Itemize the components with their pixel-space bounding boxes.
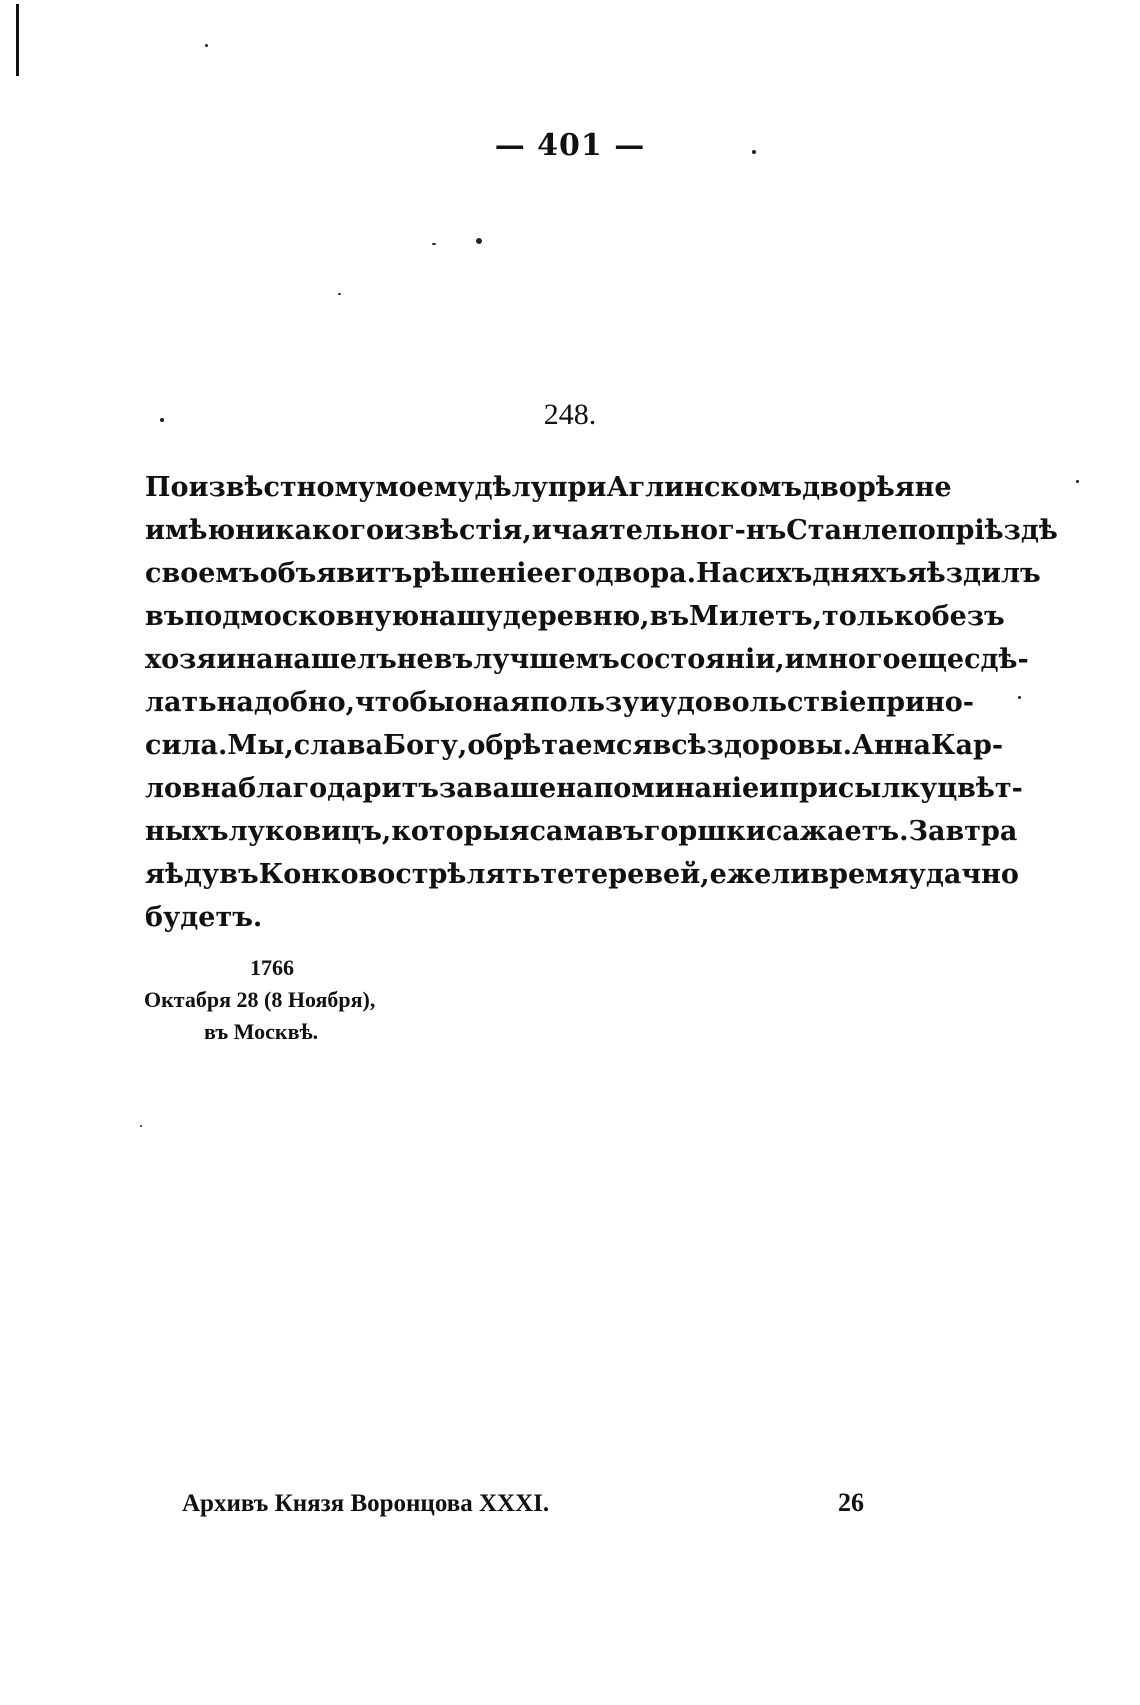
word: безъ bbox=[931, 601, 1005, 632]
word: и bbox=[639, 687, 660, 718]
archive-source-footer: Архивъ Князя Воронцова XXXI. bbox=[182, 1490, 550, 1517]
letter-line bbox=[145, 810, 1018, 853]
word: сажаетъ. bbox=[765, 816, 909, 847]
word: Милетъ, bbox=[689, 601, 823, 632]
letter-line bbox=[145, 724, 1004, 767]
word: еще bbox=[900, 644, 965, 675]
word: тетеревей, bbox=[540, 859, 710, 890]
word: не bbox=[396, 644, 434, 675]
word: ѣздилъ bbox=[926, 558, 1041, 589]
word: сдѣ- bbox=[964, 644, 1029, 675]
word: своемъ bbox=[145, 558, 260, 589]
word: оная bbox=[454, 687, 530, 718]
word: имѣю bbox=[145, 515, 236, 546]
signature-mark: 26 bbox=[838, 1488, 864, 1517]
word: въ bbox=[219, 859, 259, 890]
word: Станле bbox=[786, 515, 898, 546]
word: никакого bbox=[235, 515, 384, 546]
letter-line bbox=[145, 638, 1029, 681]
letter-line bbox=[145, 466, 952, 509]
letter-line bbox=[145, 681, 974, 724]
word: Завтра bbox=[908, 816, 1018, 847]
scan-speck bbox=[476, 238, 482, 244]
letter-line bbox=[145, 767, 1023, 810]
word: извѣстія, bbox=[384, 515, 532, 546]
word: Анна bbox=[851, 730, 931, 761]
word: сама bbox=[529, 816, 605, 847]
letter-line bbox=[145, 509, 1058, 552]
word: не bbox=[914, 472, 952, 503]
word: слава bbox=[293, 730, 383, 761]
word: удовольствіе bbox=[659, 687, 867, 718]
word: которыя bbox=[391, 816, 530, 847]
word: объявитъ bbox=[259, 558, 413, 589]
word: въ bbox=[649, 601, 690, 632]
word: деревню, bbox=[502, 601, 650, 632]
word: луковицъ, bbox=[228, 816, 392, 847]
word: сихъ bbox=[739, 558, 813, 589]
word: Мы, bbox=[227, 730, 294, 761]
word: ныхъ bbox=[145, 816, 229, 847]
word: за bbox=[439, 773, 474, 804]
word: и bbox=[784, 644, 805, 675]
letter-line bbox=[145, 595, 1005, 638]
word: я bbox=[145, 859, 165, 890]
word: присылку bbox=[779, 773, 938, 804]
word: я bbox=[906, 558, 927, 589]
dateline-year: 1766 bbox=[250, 955, 294, 980]
word: чтобы bbox=[355, 687, 455, 718]
word: горшки bbox=[643, 816, 766, 847]
letter-line bbox=[145, 853, 1019, 896]
word: ловна bbox=[145, 773, 239, 804]
word: состояніи, bbox=[619, 644, 785, 675]
dateline-date: Октабря 28 (8 Ноября), bbox=[144, 987, 376, 1012]
scan-speck bbox=[205, 44, 208, 47]
word: по bbox=[898, 515, 936, 546]
word: напоминаніе bbox=[556, 773, 760, 804]
word: рѣшеніе bbox=[412, 558, 544, 589]
word: нашелъ bbox=[273, 644, 397, 675]
word: Богу, bbox=[383, 730, 468, 761]
word: въ bbox=[433, 644, 474, 675]
word: г-нъ bbox=[718, 515, 787, 546]
word: подмосковную bbox=[184, 601, 420, 632]
word: цвѣт- bbox=[937, 773, 1023, 804]
word: пріѣздѣ bbox=[935, 515, 1058, 546]
word: надобно, bbox=[216, 687, 356, 718]
word: удачно bbox=[908, 859, 1019, 890]
letter-number: 248. bbox=[543, 398, 597, 431]
word: при bbox=[547, 472, 607, 503]
word: сила. bbox=[145, 730, 228, 761]
word: двора. bbox=[595, 558, 697, 589]
word: Аглинскомъ bbox=[606, 472, 803, 503]
word: Кар- bbox=[931, 730, 1004, 761]
word: По bbox=[145, 472, 189, 503]
word: извѣстному bbox=[188, 472, 376, 503]
word: На bbox=[696, 558, 740, 589]
word: и bbox=[531, 515, 552, 546]
page-number: — 401 — bbox=[494, 128, 646, 163]
word: много bbox=[804, 644, 901, 675]
word: дворѣ bbox=[802, 472, 895, 503]
word: ѣду bbox=[164, 859, 220, 890]
word: дѣлу bbox=[474, 472, 548, 503]
word: благодаритъ bbox=[238, 773, 440, 804]
word: въ bbox=[145, 601, 185, 632]
word: и bbox=[759, 773, 780, 804]
word: лучшемъ bbox=[473, 644, 620, 675]
scan-speck bbox=[140, 1125, 142, 1127]
letter-line bbox=[145, 552, 1041, 595]
letter-line: будетъ. bbox=[145, 902, 263, 933]
word: Конково bbox=[258, 859, 396, 890]
letter-dateline bbox=[140, 952, 430, 1048]
word: хозяина bbox=[145, 644, 274, 675]
word: пользу bbox=[529, 687, 640, 718]
word: ежели bbox=[709, 859, 811, 890]
word: стрѣлять bbox=[395, 859, 541, 890]
letter-body bbox=[145, 466, 1058, 939]
word: въ bbox=[604, 816, 644, 847]
word: его bbox=[543, 558, 596, 589]
scan-speck bbox=[1076, 480, 1079, 483]
word: обрѣтаемся bbox=[467, 730, 653, 761]
word: лать bbox=[145, 687, 217, 718]
scan-edge-mark bbox=[16, 4, 19, 76]
word: дняхъ bbox=[812, 558, 907, 589]
word: ваше bbox=[473, 773, 557, 804]
word: здоровы. bbox=[706, 730, 852, 761]
scan-speck bbox=[338, 293, 341, 295]
word: всѣ bbox=[652, 730, 707, 761]
word: нашу bbox=[419, 601, 503, 632]
word: время bbox=[810, 859, 909, 890]
word: только bbox=[822, 601, 932, 632]
word: я bbox=[894, 472, 915, 503]
dateline-place: въ Москвѣ. bbox=[204, 1019, 319, 1044]
word: прино- bbox=[866, 687, 974, 718]
scan-speck bbox=[1018, 696, 1021, 699]
word: моему bbox=[375, 472, 475, 503]
word: чаятельно bbox=[551, 515, 719, 546]
scan-speck bbox=[432, 243, 436, 245]
